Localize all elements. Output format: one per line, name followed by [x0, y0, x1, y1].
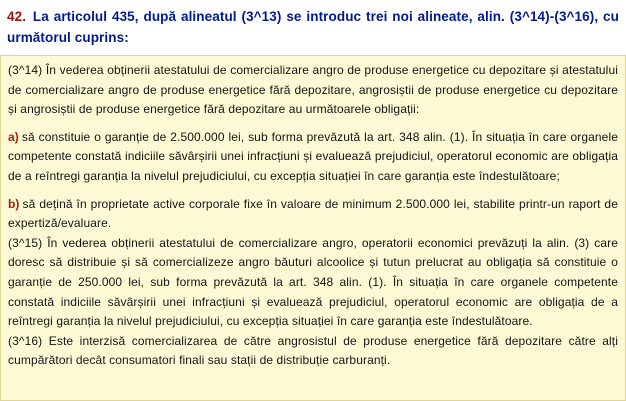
- letter-b-text: să dețină în proprietate active corporale fixe în valoare de minimum 2.500.000 lei, stabilite printr-un raport de expertiză/evaluare.: [8, 196, 618, 231]
- amendment-number: 42.: [7, 9, 27, 24]
- paragraph-3-16-text: (3^16) Este interzisă comercializarea de către angrosistul de produse energetice fără depozitare către alți cumpărători decât consumatori finali sau stații de distribuție carburanți.: [8, 333, 618, 368]
- paragraph-3-15-text: (3^15) În vederea obținerii atestatului de comercializare angro, operatorii economici prevăzuți la alin. (3) care doresc să distribuie și să comercializeze angro băuturi alcoolice și tutun prelucrat au obligația să constituie o garanție de 250.000 lei, sub forma prevăzută la art. 348 alin. (1). În situația în care organele competente constată indiciile săvârșirii unei infracțiuni și evaluează prejudiciul, operatorul economic are obligația de a reîntregi garanția la nivelul prejudiciului, cu excepția situației în care garanția este îndestulătoare.: [8, 235, 618, 329]
- letter-a-marker: a): [8, 129, 19, 144]
- paragraph-3-14: [8, 61, 618, 120]
- letter-b-marker: b): [8, 196, 20, 211]
- paragraph-letter-a: [8, 128, 618, 187]
- letter-a-text: să constituie o garanție de 2.500.000 lei, sub forma prevăzută la art. 348 alin. (1). În situația în care organele competente constată indiciile săvârșirii unei infracțiuni și evaluează prejudiciul, operatorul economic are obligația de a reîntregi garanția la nivelul prejudiciului, cu excepția situației în care garanția este îndestulătoare;: [8, 129, 618, 183]
- article-amendment-heading: [0, 0, 626, 48]
- paragraph-3-15: [8, 234, 618, 332]
- paragraph-3-14-text: (3^14) În vederea obținerii atestatului de comercializare angro de produse energetice cu depozitare și atestatului de comercializare angro de produse energetice fără depozitare, angrosiștii de produse energetice cu depozitare și angrosiștii de produse energetice fără depozitare au următoarele obligații:: [8, 63, 618, 117]
- paragraph-letter-b: [8, 195, 618, 234]
- quoted-provisions-box: [0, 55, 626, 401]
- paragraph-3-16: [8, 332, 618, 371]
- amendment-heading-text: La articolul 435, după alineatul (3^13) se introduc trei noi alineate, alin. (3^14)-(3^16), cu următorul cuprins:: [7, 9, 619, 45]
